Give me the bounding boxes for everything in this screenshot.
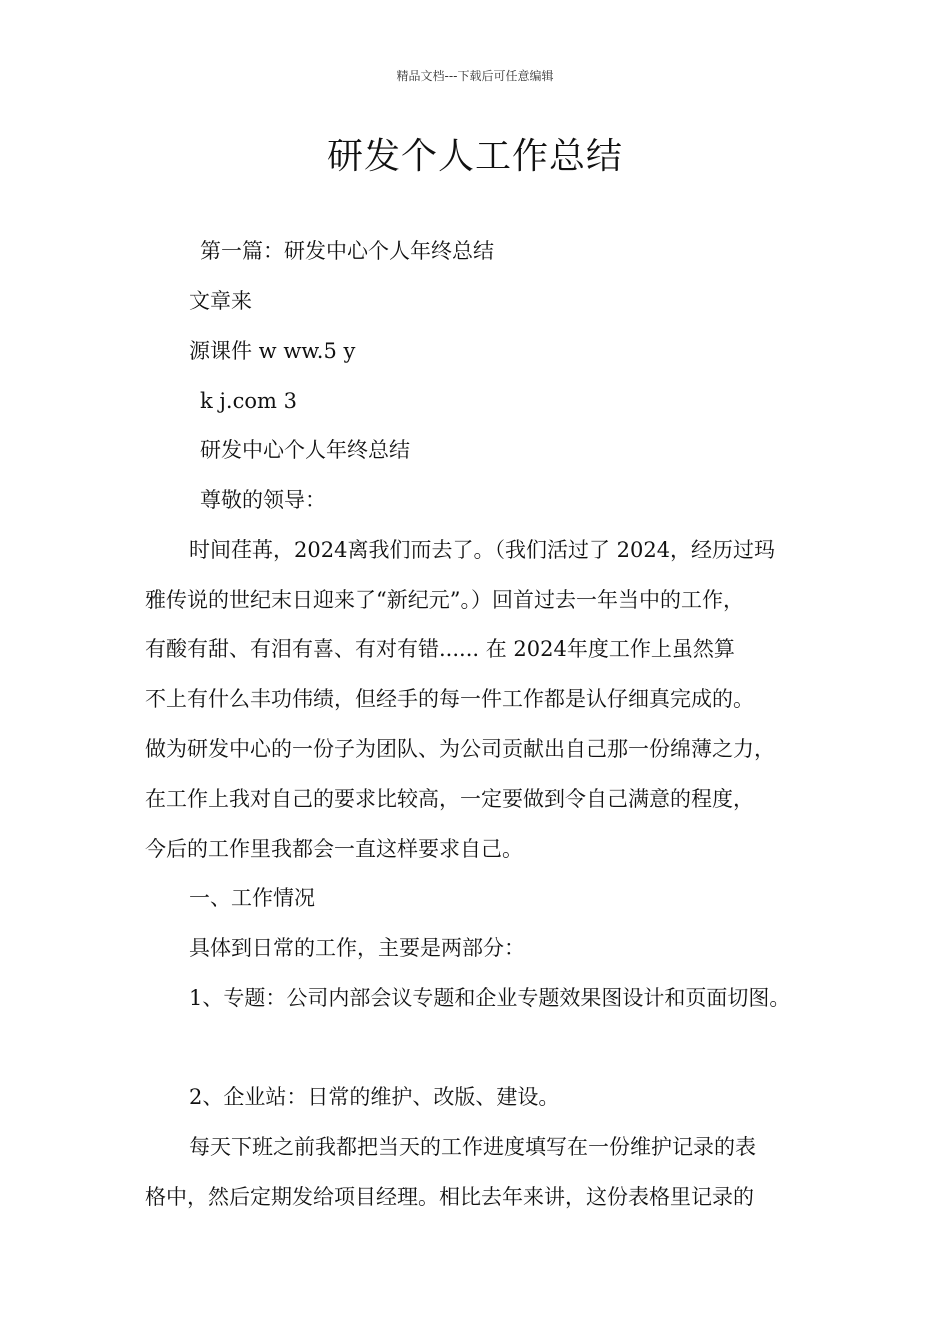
paragraph-line: 雅传说的世纪末日迎来了“新纪元”。）回首过去一年当中的工作， (145, 588, 744, 612)
body-line: 源课件 w ww.5 y (189, 339, 356, 363)
paragraph-line: 做为研发中心的一份子为团队、为公司贡献出自己那一份绵薄之力， (145, 737, 775, 761)
salutation: 尊敬的领导： (200, 488, 326, 512)
document-header-note: 精品文档---下载后可任意编辑 (396, 69, 554, 83)
body-line: 文章来 (189, 289, 252, 313)
paragraph-line: 有酸有甜、有泪有喜、有对有错...... 在 2024年度工作上虽然算 (145, 637, 735, 661)
paragraph-line: 在工作上我对自己的要求比较高，一定要做到令自己满意的程度， (145, 787, 754, 811)
list-item: 2、企业站：日常的维护、改版、建设。 (189, 1085, 560, 1109)
body-line: k j.com 3 (200, 389, 297, 413)
paragraph-line: 不上有什么丰功伟绩，但经手的每一件工作都是认仔细真完成的。 (145, 687, 754, 711)
section-heading-first: 第一篇：研发中心个人年终总结 (200, 239, 494, 263)
paragraph-line: 时间荏苒，2024离我们而去了。（我们活过了 2024，经历过玛 (189, 538, 776, 562)
document-title: 研发个人工作总结 (326, 136, 623, 177)
paragraph-line: 格中，然后定期发给项目经理。相比去年来讲，这份表格里记录的 (145, 1185, 754, 1209)
subheading: 研发中心个人年终总结 (200, 438, 410, 462)
list-item: 1、专题：公司内部会议专题和企业专题效果图设计和页面切图。 (189, 986, 791, 1010)
paragraph-line: 具体到日常的工作，主要是两部分： (189, 936, 525, 960)
paragraph-line: 每天下班之前我都把当天的工作进度填写在一份维护记录的表 (189, 1135, 756, 1159)
paragraph-line: 今后的工作里我都会一直这样要求自己。 (145, 837, 523, 861)
section-heading: 一、工作情况 (189, 886, 315, 910)
